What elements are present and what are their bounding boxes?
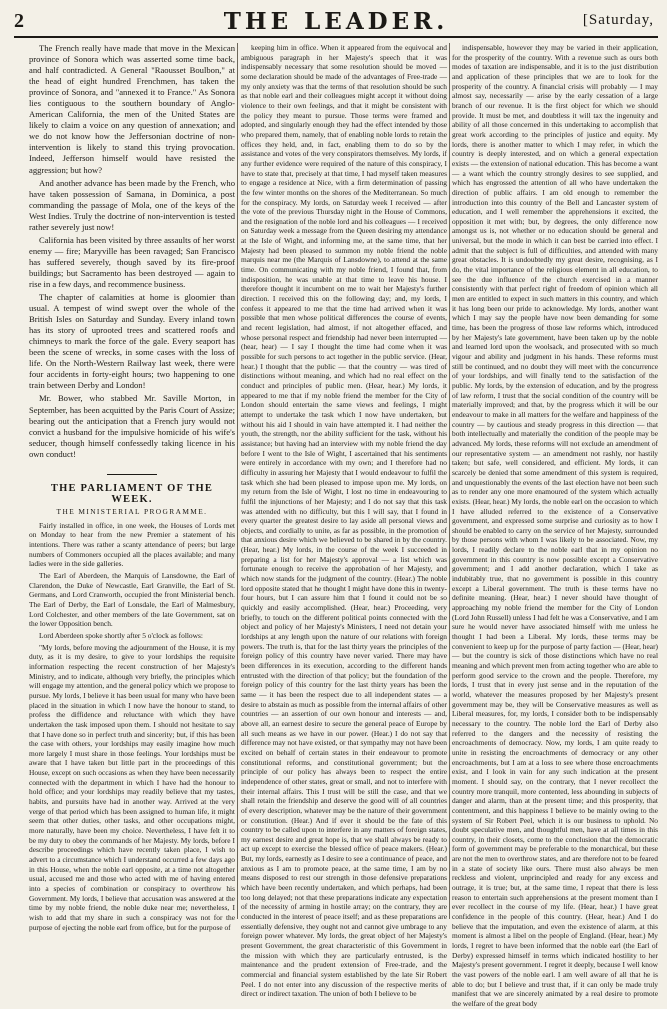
section-rule — [107, 474, 157, 475]
speech-paragraph: indispensable, however they may be varied in their application, for the prosperity of the country. With a revenue such as ours both modes of taxation are indispensable, and it is to the just distribution and application of these principles that we are to look for the prosperity of the country. A financial crisis will probably — I may almost say, necessarily — arise by the early cessation of a large branch of our revenue. It is the first object for which we should provide. It must be met, and doubtless it will tax the ingenuity and ability of all those concerned in this undertaking to accomplish that great work according to the principles of justice and equity. My lords, there is another matter to which I may refer, in which the country is deeply interested, and on which a general expectation exists — the extension of national education. This has become a want — a want which the country strongly desires to see supplied, and which has engrossed the attention of all who have undertaken the direction of public affairs. I am old enough to remember the introduction into this country of the Bell and Lancaster system of education, and I well remember the apprehensions it excited, the opposition it met with; but, by degrees, the only difference now amongst us is, not whether or no education should be general and universal, but the mode in which it can best be carried into effect. I admit that the subject is full of difficulties, and attended with many great obstacles. It is undoubtedly my great desire, recognising, as I do, the vital importance of the religious element in all education, to see the due influence of the church exercised in a manner consistently with that perfect right of freedom of opinion which all men are entitled to expect in such matters in this country, and which it has long been our pride to acknowledge. My lords, another want which I may say the people have now been demanding for some time, has been the progress of those law reforms which, introduced by her Majesty's late government, have been taken up by the noble and learned lord upon the woolsack, and prosecuted with so much vigour and ability and judgment in his hands. These reforms must still be continued, and no doubt they will meet with the concurrence of your lordships, and will finally tend to the satisfaction of the public. My lords, by the extension of education, and by the progress of law reform, I trust that the social condition of the country will be materially improved; and that, by the progress which it will be our endeavour to make in all matters for the welfare and happiness of the country — by cautious and steady progress in this direction — that both intellectually and materially the condition of the people may be advanced. My lords, these reforms will not exclude an amendment of our representative system — an amendment not rashly, nor hastily taken; but safe, well considered, and efficient. My lords, it can scarcely be denied that some amendment of this system is required, and unquestionably the events of the last election have not been such as to render any one more enamoured of the system which actually exists. (Hear, hear.) My lords, the noble earl on the occasion to which I have alluded referred to the existence of a Conservative government, and expressed some surprise and curiosity as to how I should be enabled to carry on the service of her Majesty, surrounded by those persons with whom I was likely to be associated. Now, my lords, I readily declare to the noble earl that in my opinion no government in this country is now possible except a Conservative government; and I add another declaration, which I take as indubitably true, that no government is possible in this country except a Liberal government. The truth is these terms have no definite meaning. (Hear, hear.) I never should have thought of approaching my noble friend the member for the City of London (Lord John Russell) unless I had felt he was a Conservative, and I am sure he would never have associated himself with me unless he thought I had been a Liberal. My lords, these terms may be convenient to keep up for the purpose of party faction — (Hear, hear) — but the country is sick of those distinctions which have no real meaning and which prevent men from acting together who are able to perform good service to the crown and the people. Therefore, my lords, I trust that in every just sense and in the reputation of the world, whatever the measures proposed by her Majesty's present government may be, they will be Conservative measures as well as Liberal measures, for, my lords, I consider both to be indispensably necessary to the country. The noble lord the Earl of Derby also referred to the dangers and the necessity of resisting the encroachments of democracy. Now, my lords, I am quite ready to unite in resisting the encroachments of democracy or any other encroachments, but I am at a loss to see where those encroachments exist, and I look in vain for any such indication at the present moment. I should say, on the contrary, that I never recollect the country more tranquil, more contented, less abounding in subjects of danger and alarm, than at the present time; and this prosperity, that contentment, and this happiness I believe to be mainly owing to the system of Sir Robert Peel, which it is our business to uphold. No doubt speculative men, and thoughtful men, have at all times in this country, in their closets, come to the conclusion that the democratic form of government may be preferable to the monarchical, but these are not the men to overthrow states, and are therefore not to be feared in a state of society like ours. There must also always be men reckless and violent, unprincipled and ready for any excess and outrage, it is true; but, at the same time, I repeat that there is less reason to entertain such apprehensions at the present moment than I ever recollect in the course of my life. (Hear, hear.) I have great confidence in the people of this country. (Hear, hear.) And I do believe that the imputation, and even the existence of alarm, at this moment is almost a libel on the people of England. (Hear, hear.) My lords, I regret to have been informed that the noble earl (the Earl of Derby) expressed himself in terms which indicated hostility to her Majesty's present government. I regret it deeply, because I well know the vast powers of the noble earl. I am well aware of all that he is able to do; but I believe and trust that, if it can only be made truly manifest that we are sincerely animated by a real desire to promote the welfare of the great body — [452, 43, 658, 1008]
article-paragraph: The chapter of calamities at home is gloomier than usual. A tempest of wind swept over the whole of the British Isles on Saturday and Sunday. Every inland town has its story of uprooted trees and scattered roofs and chimneys to mark the force of the gale. Every seaport has been the scene of wrecks, in some cases with the loss of life. On the North-Western Railway last week, there were four accidents in forty-eight hours; two happening to one train between Derby and London! — [29, 292, 235, 391]
article-paragraph: The Earl of Aberdeen, the Marquis of Lansdowne, the Earl of Clarendon, the Duke of Newcastle, Earl Granville, the Earl of St. Germans, and Lord Cranworth, occupied the front Ministerial bench. The Earl of Derby, the Earl of Lonsdale, the Earl of Malmesbury, Lord Colchester, and other members of the late Government, sat on the lower Opposition bench. — [29, 571, 235, 629]
article-paragraph: Fairly installed in office, in one week, the Houses of Lords met on Monday to hear from the new Premier a statement of his intentions. There was rather a scanty attendance of peers; but large numbers of Commoners occupied all the places available; and many ladies were in the side galleries. — [29, 520, 235, 569]
section-title: THE PARLIAMENT OF THE WEEK. — [50, 482, 214, 505]
section-header — [29, 474, 235, 516]
column-divider — [449, 43, 450, 919]
article-paragraph: And another advance has been made by the French, who have taken possession of Samana, in Dominica, a post commanding the passage of Mola, one of the keys of the West Indies. Truly the doctrine of non-intervention is tested rather severely just now! — [29, 177, 235, 232]
column-divider — [237, 43, 238, 919]
column-2 — [241, 43, 447, 999]
page-number: 2 — [14, 10, 24, 32]
masthead — [14, 10, 658, 34]
article-paragraph: The French really have made that move in the Mexican province of Sonora which was asserted some time back, and half contradicted. A General "Raousset Boulbon," at the head of eight hundred Frenchmen, has taken the province of Sonora, and "annexed it to France." As Sonora lies contiguous to the southern boundary of Anglo-American California, the men of the United States are likely to claim a voice on any question of annexation; and we do not know how the Jeffersonian doctrine of non-intervention is likely to stand this trying provocation. Indeed, Jefferson himself would have resisted the aggression; but how? — [29, 43, 235, 175]
article-paragraph: California has been visited by three assaults of her worst enemy — fire; Maryville has been ravaged; San Francisco has suffered severely, though saved by its fire-proof buildings; but Sacramento has been destroyed — again to rise in a few days, and recommence business. — [29, 234, 235, 289]
speech-paragraph: keeping him in office. When it appeared from the equivocal and ambiguous paragraph in her Majesty's speech that it was indispensably necessary that some resolution should be moved — some declaration should be made of the advantages of Free-trade — my only anxiety was that the terms of that resolution should be such as that noble earl and their colleagues might accept it without doing violence to their own feelings, and that it might be consistent with the policy they meant to pursue. Those terms were framed and adopted, and singularly enough they had the effect intended by those who prepared them, namely, that of enabling noble lords to retain the offices they held, and, in fact, enabling them to do so by the assistance and votes of the very conspirators themselves. My lords, if any further evidence were required of the nature of this conspiracy, I have to state that, precisely at that time, I had myself taken measures to engage a residence at Nice, with a firm determination of passing the few winter months on the shores of the Mediterranean. So much for the conspiracy. My lords, on Saturday week I received — after the vote of the previous Thursday night in the House of Commons, and the resignation of the noble lord and his colleagues — I received on Saturday week a message from the Queen desiring my attendance at the Isle of Wight, and informing me, at the same time, that her Majesty had been pleased to summon my noble friend the noble marquis near me (the Marquis of Lansdowne), to attend at the same time. On communicating with my noble friend, I found that, from indisposition, he was unable at that time to leave his house. I therefore thought it incumbent on me to wait her Majesty's further direction. I received this on the following day; and, my lords, I confess it appeared to me that the time had arrived when it was possible that men whose political differences the course of events, and recent legislation, had almost, if not altogether effaced, and whose personal respect and friendship had never been interrupted — (hear, hear) — I say I thought the time had come when it was possible for such persons to act together in the public service. (Hear, hear.) I thought that the public — that the country — was tired of distinctions without meaning, and which had no real effect on the conduct and principles of public men. (Hear, hear.) My lords, it appeared to me that if my noble friend the member for the City of London should entertain the same views and feelings, I might attempt to undertake the task which I now have undertaken, but without his aid I should in vain have attempted it. I had neither the youth, the strength, nor the ability sufficient for the task, without his assistance; but having had an interview with my noble friend the day before I went to the Isle of Wight, I ascertained that his sentiments were entirely in accordance with my own; and I therefore had no difficulty in assuring her Majesty that I would endeavour to fulfil the task which she had been pleased to impose upon me. My lords, on my return from the Isle of Wight, I lost no time in endeavouring to fulfil the injunctions of her Majesty; and I do not say that this task was attended with no difficulty, but this I will say, that I found in every quarter the greatest desire to lay aside all personal views and objects, and cordially to unite, as far as possible, in the promotion of that anxious desire which we believed to be shared in by the country. (Hear, hear.) My lords, in the course of the week I succeeded in preparing a list for her Majesty's approval — a list which was fortunate enough to receive the approbation of her Majesty, and which now stands for the judgment of the country. (Hear.) The noble lord opposite stated that he thought I might have done this in twenty-four hours, but I can assure him that I found it could not be so quickly and easily accomplished. (Hear, hear.) Proceeding, very briefly, to touch on the different political points connected with the object and policy of her Majesty's Ministers, I need not detain your lordships at any length upon the nature of our relations with foreign powers. The truth is, that for the last thirty years the principles of the foreign policy of this country have never varied. There may have been differences in its execution, according to the different hands entrusted with the direction of that policy; but the foundation of the foreign policy of this country for the last thirty years has been the same — it has been the respect due to all independent states — a desire to abstain as much as possible from the internal affairs of other countries — an assertion of our own honour and interests — and, above all, an earnest desire to secure the general peace of Europe by all such means as we have in our power. (Hear.) I do not say that difference may not have existed, or that sympathy may not have been excited on behalf of certain states in their endeavour to promote constitutional reforms, and constitutional government; but the principle of our policy has always been to respect the entire independence of other states, great or small, and not to interfere with their internal affairs. This I trust will be still the case, and that we shall retain the friendship and deserve the good will of all countries of every description, whatever may be the nature of their government or constitution. (Hear.) And if ever it should be the fate of this country to be called upon to interfere in any matters of foreign states, my earnest desire and great hope is, that we shall always be ready to act up except to exercise the blessed office of peace makers. (Hear.) But, my lords, earnestly as I desire to see a continuance of peace, and anxious as I am to promote peace, at the same time, I am by no means disposed to rest our strength in those defensive preparations which have been recently undertaken, and which perhaps, had been too long delayed; not that these preparations indicate any expectation of the necessity of arming in hostile array; on the contrary, they are conducted in the interest of peace itself; and as these preparations are essentially defensive, they ought not and cannot give umbrage to any foreign power whatever. My lords, the great object of her Majesty's present Government, the great characteristic of this Government in the mission with which they are particularly entrusted, is the maintenance and the prudent extension of Free-trade, and the commercial and financial system established by the late Sir Robert Peel. I do not enter into any discussion of the respective merits of direct or indirect taxation. The union of both I believe to be — [241, 43, 447, 999]
issue-date: [Saturday, — [582, 12, 654, 28]
newspaper-title: THE LEADER. — [223, 8, 449, 35]
article-paragraph: Mr. Bower, who stabbed Mr. Saville Morton, in September, has been acquitted by the Paris Court of Assize; bearing out the anticipation that a French jury would not convict a husband for the impulsive homicide of his wife's seducer, though himself confessedly taking licence in his own conduct! — [29, 393, 235, 459]
article-paragraph: Lord Aberdeen spoke shortly after 5 o'clock as follows: — [39, 630, 203, 640]
header-rule — [14, 36, 658, 38]
section-subtitle: THE MINISTERIAL PROGRAMME. — [56, 506, 208, 516]
speech-paragraph: "My lords, before moving the adjournment of the House, it is my duty, as it is my desire, to give to your lordships the requisite information respecting the recent construction of her Majesty's Ministry, and to indicate, although very briefly, the principles which will engage my attention, and the general policy which we propose to pursue. My lords, I believe it has been usual for many who have been placed in the situation in which I now have the honour to stand, to profess the diffidence and reluctance with which they have undertaken the task imposed upon them. I should not hesitate to say that I have done so in perfect truth and sincerity; but, if this has been the case with others, your lordships may easily imagine how much more largely I must share in those feelings. Your lordships must be aware that I have taken but little part in the proceedings of this House, except on such occasions as when they have been necessarily connected with the department in which I have had the honour to hold office; and your lordships may readily believe that my tastes, habits, and pursuits have had in another way. Arrived at the very verge of that period which has been assigned to human life, it might seem that other duties, other tasks, and other occupations might, more naturally, have been my choice. Nevertheless, I have felt it to be my duty to obey the commands of her Majesty. My lords, before I describe proceedings which have recently taken place, I wish to advert to a circumstance which I understand occurred a few days ago in this House, when the noble earl opposite, at a time not altogether usual, accused me and those who acted with me of having entered into a species of combination or conspiracy to overthrow his Government. My lords, I believe that accusation was answered at the time by my noble friend, the noble duke near me; nevertheless, I wish to add that my share in such a conspiracy was not for the purpose of ejecting the noble earl from office, but for the purpose of — [29, 642, 235, 932]
column-3 — [452, 43, 658, 1008]
column-1 — [29, 43, 235, 932]
